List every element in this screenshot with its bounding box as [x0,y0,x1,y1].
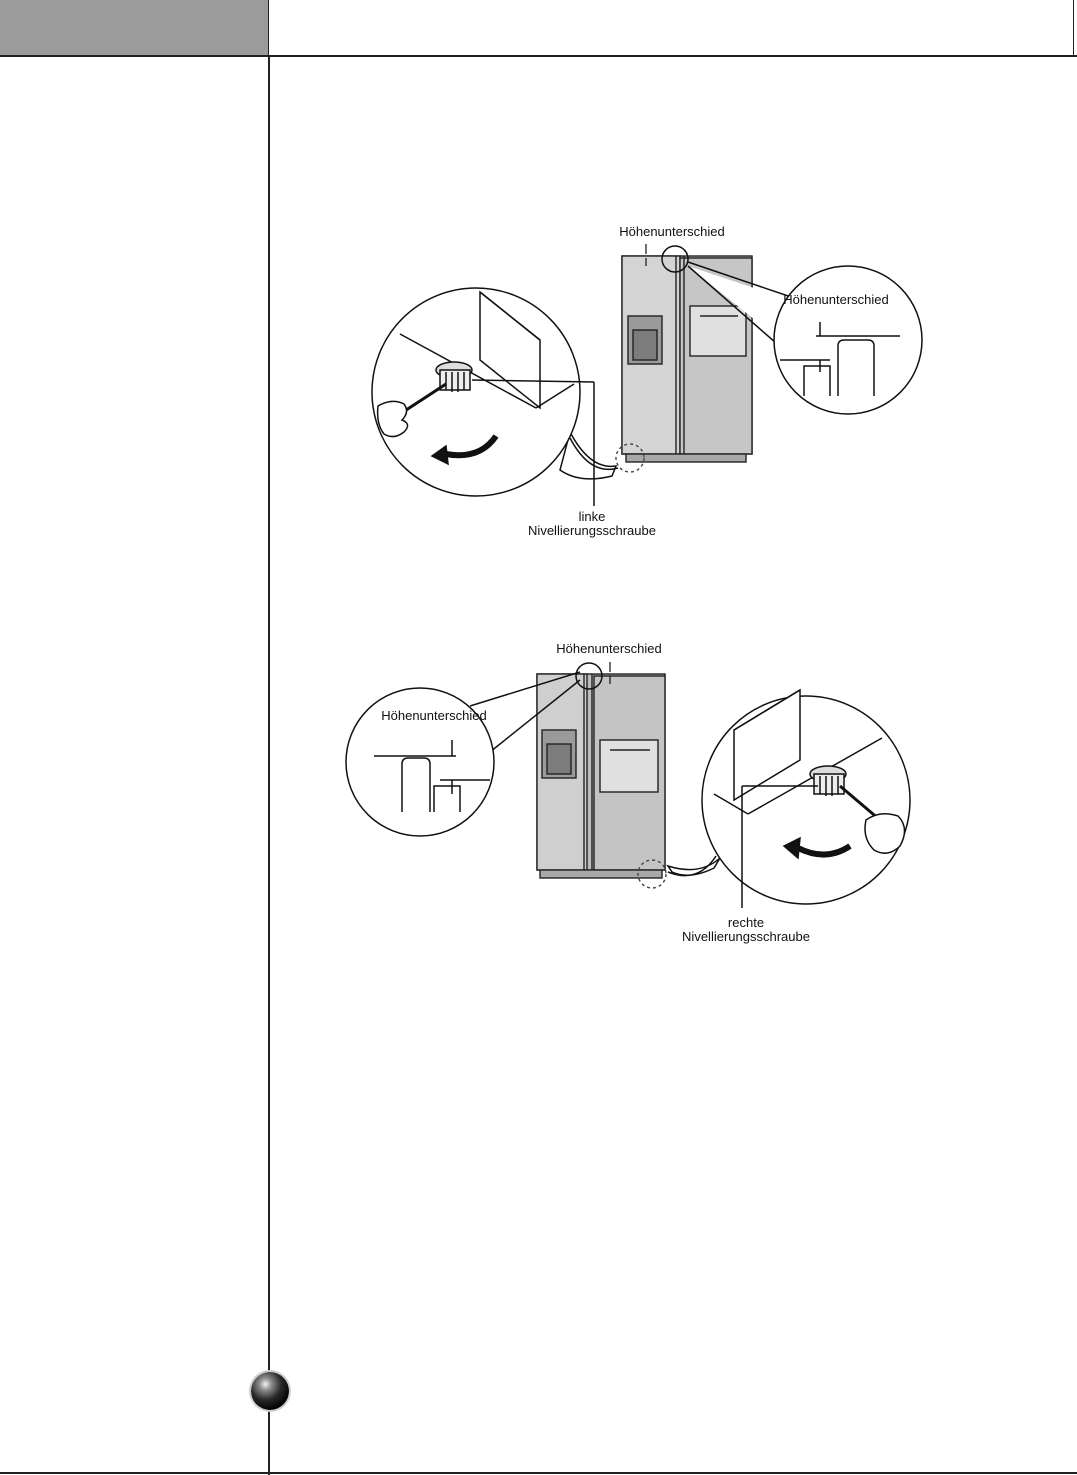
screw-label-line1: linke [578,509,606,524]
screw-label-line2-2: Nivellierungsschraube [682,929,810,944]
zoom-detail-right-screw [668,690,910,908]
height-diff-label-top: Höhenunterschied [619,224,725,239]
screw-label-line2: Nivellierungsschraube [528,523,656,538]
fridge-illustration-bottom [537,663,666,888]
screw-label-line1-2: rechte [727,915,765,930]
height-diff-label-top-2: Höhenunterschied [556,641,662,656]
height-diff-label-zoom-2: Höhenunterschied [381,708,487,723]
height-diff-label-zoom: Höhenunterschied [783,292,889,307]
